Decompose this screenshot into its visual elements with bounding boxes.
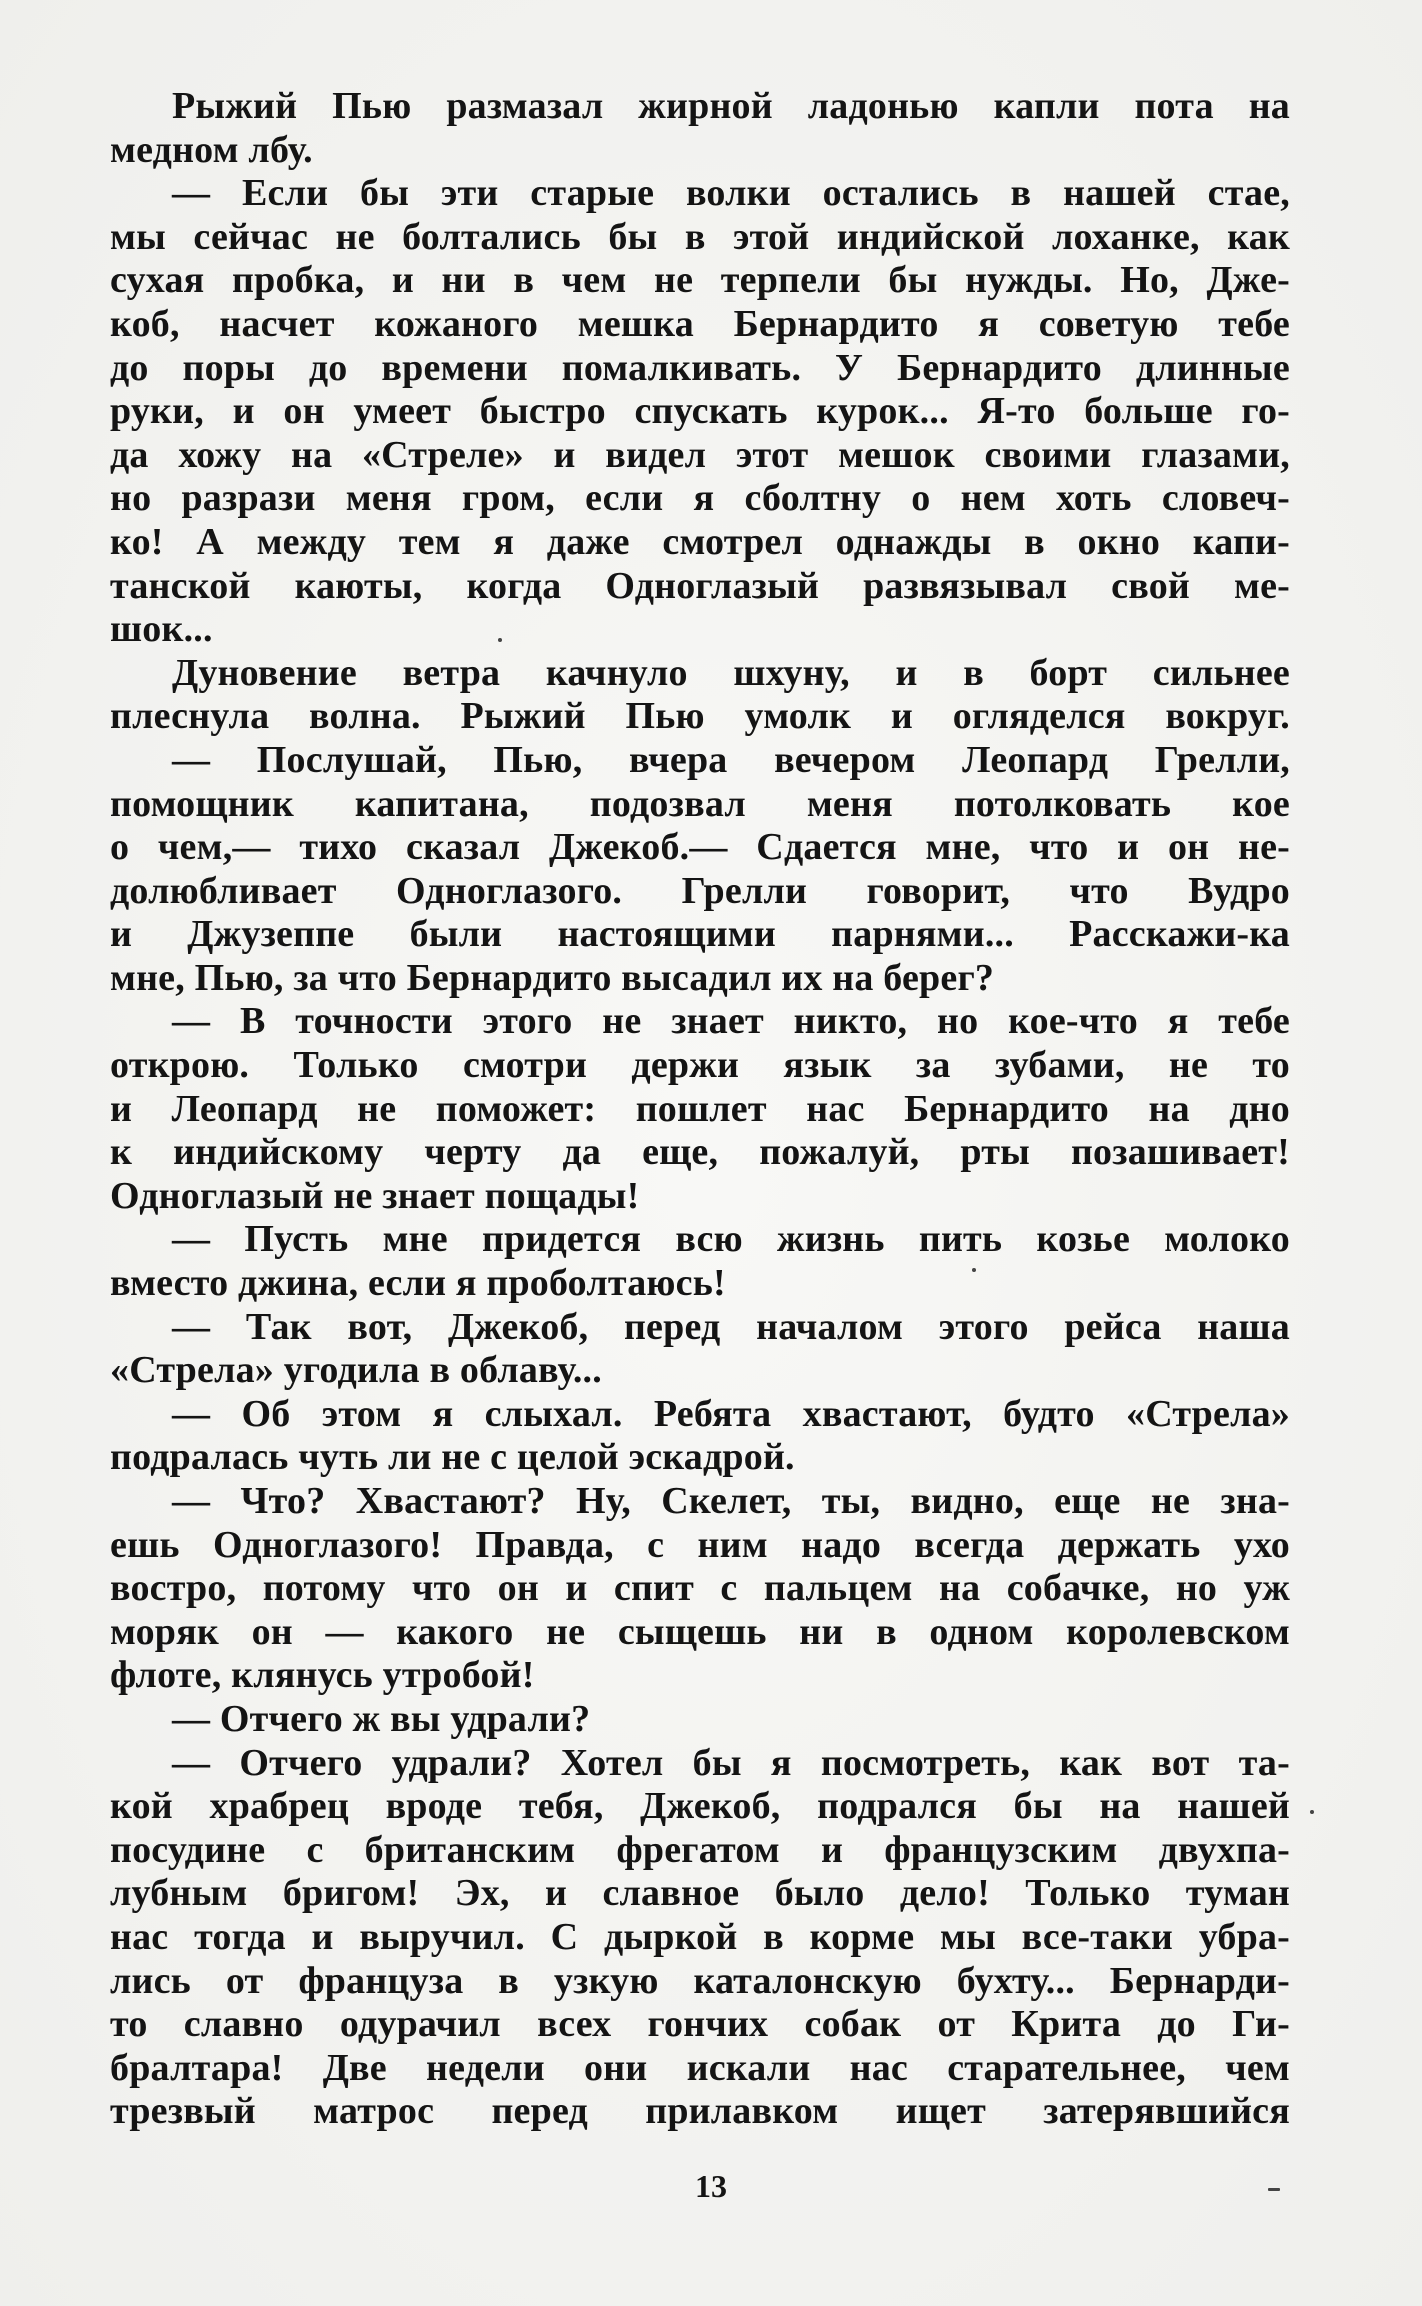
text-line: ко! А между тем я даже смотрел однажды в окно капи-	[110, 520, 1290, 563]
text-line: кой храбрец вроде тебя, Джекоб, подрался бы на нашей	[110, 1785, 1290, 1828]
text-line: вместо джина, если я проболтаюсь!	[110, 1262, 726, 1305]
scan-speck	[498, 638, 502, 642]
text-line: и Леопард не поможет: пошлет нас Бернардито на дно	[110, 1087, 1290, 1130]
text-line: коб, насчет кожаного мешка Бернардито я советую тебе	[110, 302, 1290, 345]
text-line: помощник капитана, подозвал меня потолковать кое	[110, 782, 1290, 825]
scan-speck	[972, 1268, 976, 1272]
text-line: о чем,— тихо сказал Джекоб.— Сдается мне, что и он не-	[110, 826, 1290, 869]
text-line: танской каюты, когда Одноглазый развязывал свой ме-	[110, 564, 1290, 607]
page-number: 13	[695, 2168, 727, 2204]
text-line: «Стрела» угодила в облаву...	[110, 1349, 602, 1392]
text-line: лись от француза в узкую каталонскую бухту... Бернарди-	[110, 1959, 1290, 2002]
text-line: нас тогда и выручил. С дыркой в корме мы все-таки убра-	[110, 1915, 1290, 1958]
text-line: мне, Пью, за что Бернардито высадил их на берег?	[110, 956, 995, 999]
text-line: да хожу на «Стреле» и видел этот мешок своими глазами,	[110, 433, 1290, 476]
text-line: бралтара! Две недели они искали нас старательнее, чем	[110, 2046, 1290, 2089]
text-line: лубным бригом! Эх, и славное было дело! Только туман	[110, 1872, 1290, 1915]
body-text	[110, 85, 1290, 2145]
text-line: к индийскому черту да еще, пожалуй, рты позашивает!	[110, 1131, 1290, 1174]
text-line: — В точности этого не знает никто, но кое-что я тебе	[172, 1000, 1290, 1043]
text-line: — Если бы эти старые волки остались в нашей стае,	[172, 172, 1290, 215]
text-line: мы сейчас не болтались бы в этой индийской лоханке, как	[110, 215, 1290, 258]
text-line: руки, и он умеет быстро спускать курок... Я-то больше го-	[110, 390, 1290, 433]
text-line: трезвый матрос перед прилавком ищет затерявшийся	[110, 2090, 1290, 2133]
text-line: но разрази меня гром, если я сболтну о нем хоть словеч-	[110, 477, 1290, 520]
text-line: открою. Только смотри держи язык за зубами, не то	[110, 1044, 1290, 1087]
text-line: — Что? Хвастают? Ну, Скелет, ты, видно, еще не зна-	[172, 1480, 1290, 1522]
text-line: — Отчего ж вы удрали?	[172, 1697, 591, 1740]
text-line: — Так вот, Джекоб, перед началом этого рейса наша	[172, 1305, 1290, 1348]
text-line: Рыжий Пью размазал жирной ладонью капли пота на	[172, 85, 1290, 127]
text-line: ешь Одноглазого! Правда, с ним надо всегда держать ухо	[110, 1523, 1290, 1566]
scan-speck	[1310, 1810, 1314, 1814]
scan-speck	[1268, 2188, 1280, 2191]
text-line: то славно одурачил всех гончих собак от Крита до Ги-	[110, 2003, 1290, 2046]
text-line: плеснула волна. Рыжий Пью умолк и огляделся вокруг.	[110, 695, 1290, 738]
text-line: флоте, клянусь утробой!	[110, 1654, 535, 1697]
text-line: — Отчего удрали? Хотел бы я посмотреть, как вот та-	[172, 1741, 1290, 1784]
text-line: — Пусть мне придется всю жизнь пить козье молоко	[172, 1218, 1290, 1261]
text-line: медном лбу.	[110, 128, 313, 171]
text-line: шок...	[110, 608, 213, 651]
text-line: сухая пробка, и ни в чем не терпели бы нужды. Но, Дже-	[110, 259, 1290, 302]
text-line: долюбливает Одноглазого. Грелли говорит, что Вудро	[110, 869, 1290, 912]
text-line: посудине с британским фрегатом и французским двухпа-	[110, 1828, 1290, 1871]
text-line: Одноглазый не знает пощады!	[110, 1174, 640, 1217]
text-line: до поры до времени помалкивать. У Бернардито длинные	[110, 346, 1290, 389]
text-line: подралась чуть ли не с целой эскадрой.	[110, 1436, 795, 1479]
text-line: востро, потому что он и спит с пальцем на собачке, но уж	[110, 1567, 1290, 1610]
text-line: моряк он — какого не сыщешь ни в одном королевском	[110, 1610, 1290, 1653]
text-line: Дуновение ветра качнуло шхуну, и в борт сильнее	[172, 651, 1290, 694]
text-line: — Об этом я слыхал. Ребята хвастают, будто «Стрела»	[172, 1392, 1290, 1435]
text-line: — Послушай, Пью, вчера вечером Леопард Грелли,	[172, 738, 1290, 781]
text-line: и Джузеппе были настоящими парнями... Расскажи-ка	[110, 913, 1290, 956]
